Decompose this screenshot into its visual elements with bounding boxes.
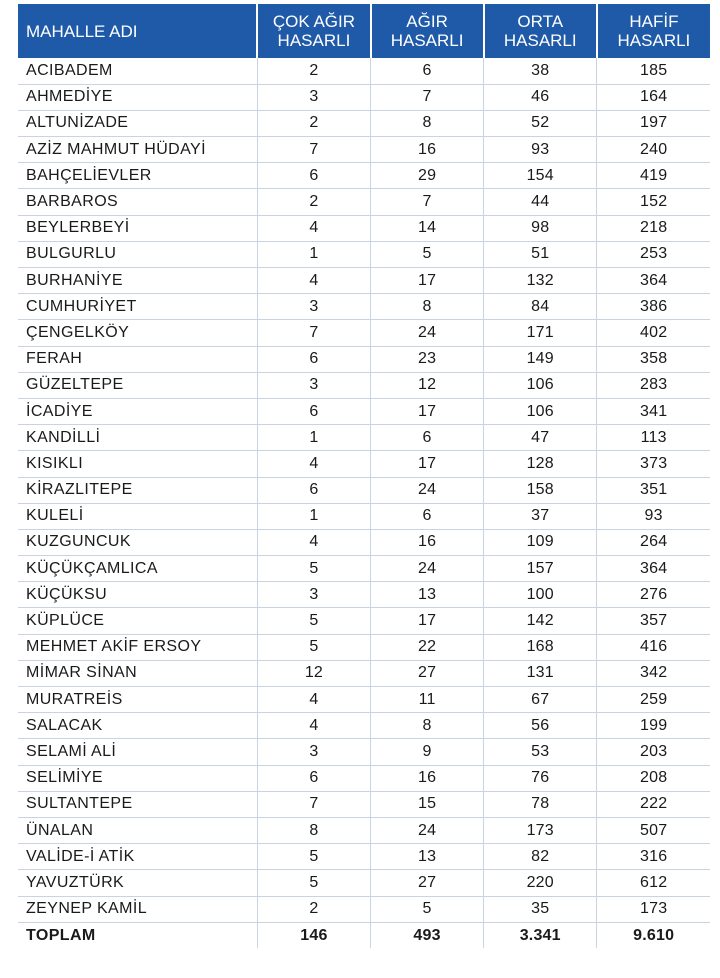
cell-neighborhood-name: BULGURLU: [18, 241, 257, 267]
cell-neighborhood-name: BAHÇELİEVLER: [18, 163, 257, 189]
cell-heavy-damage: 17: [371, 451, 484, 477]
cell-neighborhood-name: ZEYNEP KAMİL: [18, 896, 257, 922]
cell-medium-damage: 142: [484, 608, 597, 634]
cell-medium-damage: 93: [484, 137, 597, 163]
table-row: [18, 215, 710, 241]
cell-medium-damage: 76: [484, 765, 597, 791]
cell-light-damage: 358: [597, 346, 710, 372]
cell-heavy-damage: 14: [371, 215, 484, 241]
cell-light-damage: 364: [597, 268, 710, 294]
cell-neighborhood-name: MİMAR SİNAN: [18, 660, 257, 686]
table-row: [18, 189, 710, 215]
cell-very-heavy-damage: 4: [257, 713, 370, 739]
table-row: [18, 739, 710, 765]
cell-light-damage: 197: [597, 110, 710, 136]
cell-medium-damage: 154: [484, 163, 597, 189]
cell-heavy-damage: 15: [371, 791, 484, 817]
cell-heavy-damage: 7: [371, 189, 484, 215]
cell-neighborhood-name: ÇENGELKÖY: [18, 320, 257, 346]
cell-very-heavy-damage: 6: [257, 765, 370, 791]
cell-heavy-damage: 7: [371, 84, 484, 110]
cell-neighborhood-name: KULELİ: [18, 503, 257, 529]
cell-heavy-damage: 24: [371, 477, 484, 503]
cell-neighborhood-name: BURHANİYE: [18, 268, 257, 294]
cell-light-damage: 507: [597, 817, 710, 843]
cell-medium-damage: 51: [484, 241, 597, 267]
cell-medium-damage: 98: [484, 215, 597, 241]
cell-very-heavy-damage: 7: [257, 791, 370, 817]
cell-light-damage: 276: [597, 582, 710, 608]
table-row: [18, 425, 710, 451]
cell-medium-damage: 128: [484, 451, 597, 477]
cell-very-heavy-damage: 4: [257, 451, 370, 477]
cell-very-heavy-damage: 4: [257, 268, 370, 294]
cell-medium-damage: 56: [484, 713, 597, 739]
cell-heavy-damage: 27: [371, 870, 484, 896]
cell-neighborhood-name: SULTANTEPE: [18, 791, 257, 817]
cell-neighborhood-name: ÜNALAN: [18, 817, 257, 843]
cell-light-damage: 351: [597, 477, 710, 503]
header-medium-damage: ORTA HASARLI: [484, 4, 597, 58]
cell-heavy-damage: 22: [371, 634, 484, 660]
cell-heavy-damage: 8: [371, 713, 484, 739]
cell-neighborhood-name: BARBAROS: [18, 189, 257, 215]
cell-medium-damage: 157: [484, 556, 597, 582]
cell-neighborhood-name: BEYLERBEYİ: [18, 215, 257, 241]
cell-light-damage: 93: [597, 503, 710, 529]
cell-light-damage: 419: [597, 163, 710, 189]
table-row: [18, 817, 710, 843]
cell-neighborhood-name: KISIKLI: [18, 451, 257, 477]
cell-very-heavy-damage: 3: [257, 582, 370, 608]
cell-very-heavy-damage: 4: [257, 215, 370, 241]
cell-heavy-damage: 6: [371, 58, 484, 84]
cell-medium-damage: 37: [484, 503, 597, 529]
cell-very-heavy-damage: 3: [257, 739, 370, 765]
header-light-damage: HAFİF HASARLI: [597, 4, 710, 58]
cell-light-damage: 402: [597, 320, 710, 346]
cell-light-damage: 386: [597, 294, 710, 320]
total-very-heavy-damage: 146: [257, 922, 370, 948]
table-row: [18, 110, 710, 136]
cell-heavy-damage: 17: [371, 268, 484, 294]
cell-heavy-damage: 12: [371, 372, 484, 398]
table-row: [18, 477, 710, 503]
cell-light-damage: 264: [597, 529, 710, 555]
cell-very-heavy-damage: 5: [257, 870, 370, 896]
cell-heavy-damage: 5: [371, 896, 484, 922]
cell-light-damage: 164: [597, 84, 710, 110]
damage-table: [18, 4, 710, 948]
table-row: [18, 870, 710, 896]
total-medium-damage: 3.341: [484, 922, 597, 948]
damage-table-container: [18, 4, 710, 948]
table-row: [18, 372, 710, 398]
cell-medium-damage: 106: [484, 398, 597, 424]
cell-heavy-damage: 17: [371, 398, 484, 424]
cell-heavy-damage: 16: [371, 529, 484, 555]
cell-neighborhood-name: İCADİYE: [18, 398, 257, 424]
table-row: [18, 896, 710, 922]
cell-heavy-damage: 11: [371, 687, 484, 713]
table-row: [18, 451, 710, 477]
table-body: [18, 58, 710, 948]
cell-medium-damage: 67: [484, 687, 597, 713]
cell-very-heavy-damage: 12: [257, 660, 370, 686]
cell-very-heavy-damage: 6: [257, 346, 370, 372]
cell-medium-damage: 149: [484, 346, 597, 372]
cell-very-heavy-damage: 3: [257, 294, 370, 320]
cell-very-heavy-damage: 7: [257, 137, 370, 163]
cell-neighborhood-name: ACIBADEM: [18, 58, 257, 84]
cell-very-heavy-damage: 1: [257, 425, 370, 451]
cell-heavy-damage: 23: [371, 346, 484, 372]
header-row: [18, 4, 710, 58]
cell-neighborhood-name: SELAMİ ALİ: [18, 739, 257, 765]
cell-light-damage: 199: [597, 713, 710, 739]
cell-light-damage: 203: [597, 739, 710, 765]
cell-heavy-damage: 8: [371, 110, 484, 136]
cell-neighborhood-name: KÜÇÜKÇAMLICA: [18, 556, 257, 582]
total-heavy-damage: 493: [371, 922, 484, 948]
cell-light-damage: 218: [597, 215, 710, 241]
cell-medium-damage: 46: [484, 84, 597, 110]
cell-light-damage: 253: [597, 241, 710, 267]
table-row: [18, 844, 710, 870]
table-row: [18, 137, 710, 163]
table-row: [18, 346, 710, 372]
cell-light-damage: 364: [597, 556, 710, 582]
table-row: [18, 268, 710, 294]
cell-neighborhood-name: MURATREİS: [18, 687, 257, 713]
cell-heavy-damage: 16: [371, 137, 484, 163]
cell-heavy-damage: 17: [371, 608, 484, 634]
cell-neighborhood-name: KANDİLLİ: [18, 425, 257, 451]
cell-neighborhood-name: KÜPLÜCE: [18, 608, 257, 634]
table-row: [18, 713, 710, 739]
cell-neighborhood-name: MEHMET AKİF ERSOY: [18, 634, 257, 660]
cell-medium-damage: 78: [484, 791, 597, 817]
cell-light-damage: 342: [597, 660, 710, 686]
cell-heavy-damage: 8: [371, 294, 484, 320]
table-row: [18, 582, 710, 608]
cell-very-heavy-damage: 2: [257, 110, 370, 136]
cell-medium-damage: 131: [484, 660, 597, 686]
cell-heavy-damage: 6: [371, 503, 484, 529]
cell-heavy-damage: 6: [371, 425, 484, 451]
cell-medium-damage: 38: [484, 58, 597, 84]
table-header: [18, 4, 710, 58]
cell-heavy-damage: 24: [371, 320, 484, 346]
cell-medium-damage: 109: [484, 529, 597, 555]
cell-medium-damage: 82: [484, 844, 597, 870]
table-row: [18, 503, 710, 529]
cell-neighborhood-name: KÜÇÜKSU: [18, 582, 257, 608]
header-very-heavy-damage: ÇOK AĞIR HASARLI: [257, 4, 370, 58]
cell-medium-damage: 173: [484, 817, 597, 843]
table-row: [18, 765, 710, 791]
cell-light-damage: 222: [597, 791, 710, 817]
cell-light-damage: 316: [597, 844, 710, 870]
cell-light-damage: 341: [597, 398, 710, 424]
cell-very-heavy-damage: 8: [257, 817, 370, 843]
cell-very-heavy-damage: 5: [257, 634, 370, 660]
cell-neighborhood-name: YAVUZTÜRK: [18, 870, 257, 896]
cell-light-damage: 152: [597, 189, 710, 215]
cell-very-heavy-damage: 4: [257, 529, 370, 555]
cell-neighborhood-name: GÜZELTEPE: [18, 372, 257, 398]
cell-very-heavy-damage: 1: [257, 503, 370, 529]
table-row: [18, 294, 710, 320]
cell-medium-damage: 106: [484, 372, 597, 398]
cell-light-damage: 283: [597, 372, 710, 398]
cell-heavy-damage: 5: [371, 241, 484, 267]
cell-light-damage: 357: [597, 608, 710, 634]
cell-medium-damage: 171: [484, 320, 597, 346]
cell-very-heavy-damage: 6: [257, 163, 370, 189]
cell-light-damage: 259: [597, 687, 710, 713]
cell-light-damage: 173: [597, 896, 710, 922]
cell-very-heavy-damage: 3: [257, 84, 370, 110]
cell-neighborhood-name: KUZGUNCUK: [18, 529, 257, 555]
table-row: [18, 791, 710, 817]
header-heavy-damage: AĞIR HASARLI: [371, 4, 484, 58]
cell-heavy-damage: 13: [371, 844, 484, 870]
cell-neighborhood-name: AZİZ MAHMUT HÜDAYİ: [18, 137, 257, 163]
table-row: [18, 398, 710, 424]
cell-neighborhood-name: VALİDE-İ ATİK: [18, 844, 257, 870]
cell-heavy-damage: 27: [371, 660, 484, 686]
cell-neighborhood-name: SELİMİYE: [18, 765, 257, 791]
cell-neighborhood-name: AHMEDİYE: [18, 84, 257, 110]
cell-very-heavy-damage: 4: [257, 687, 370, 713]
cell-light-damage: 373: [597, 451, 710, 477]
cell-medium-damage: 35: [484, 896, 597, 922]
cell-medium-damage: 168: [484, 634, 597, 660]
cell-medium-damage: 52: [484, 110, 597, 136]
table-row: [18, 84, 710, 110]
table-row: [18, 529, 710, 555]
cell-light-damage: 113: [597, 425, 710, 451]
table-row: [18, 163, 710, 189]
table-row: [18, 556, 710, 582]
table-row: [18, 241, 710, 267]
cell-very-heavy-damage: 6: [257, 477, 370, 503]
cell-neighborhood-name: FERAH: [18, 346, 257, 372]
cell-very-heavy-damage: 5: [257, 844, 370, 870]
table-row: [18, 634, 710, 660]
cell-very-heavy-damage: 6: [257, 398, 370, 424]
cell-medium-damage: 158: [484, 477, 597, 503]
cell-very-heavy-damage: 7: [257, 320, 370, 346]
total-row: [18, 922, 710, 948]
cell-very-heavy-damage: 3: [257, 372, 370, 398]
cell-neighborhood-name: KİRAZLITEPE: [18, 477, 257, 503]
cell-light-damage: 416: [597, 634, 710, 660]
cell-medium-damage: 53: [484, 739, 597, 765]
cell-medium-damage: 44: [484, 189, 597, 215]
table-row: [18, 608, 710, 634]
cell-medium-damage: 100: [484, 582, 597, 608]
cell-light-damage: 208: [597, 765, 710, 791]
cell-heavy-damage: 24: [371, 817, 484, 843]
cell-very-heavy-damage: 1: [257, 241, 370, 267]
cell-very-heavy-damage: 2: [257, 58, 370, 84]
table-row: [18, 320, 710, 346]
table-row: [18, 687, 710, 713]
cell-heavy-damage: 24: [371, 556, 484, 582]
cell-medium-damage: 47: [484, 425, 597, 451]
cell-very-heavy-damage: 5: [257, 556, 370, 582]
cell-medium-damage: 132: [484, 268, 597, 294]
cell-neighborhood-name: CUMHURİYET: [18, 294, 257, 320]
cell-neighborhood-name: SALACAK: [18, 713, 257, 739]
cell-heavy-damage: 16: [371, 765, 484, 791]
cell-light-damage: 240: [597, 137, 710, 163]
cell-light-damage: 612: [597, 870, 710, 896]
cell-medium-damage: 220: [484, 870, 597, 896]
cell-very-heavy-damage: 2: [257, 189, 370, 215]
cell-heavy-damage: 29: [371, 163, 484, 189]
total-light-damage: 9.610: [597, 922, 710, 948]
cell-very-heavy-damage: 5: [257, 608, 370, 634]
table-row: [18, 660, 710, 686]
table-row: [18, 58, 710, 84]
cell-neighborhood-name: ALTUNİZADE: [18, 110, 257, 136]
cell-heavy-damage: 9: [371, 739, 484, 765]
cell-medium-damage: 84: [484, 294, 597, 320]
cell-heavy-damage: 13: [371, 582, 484, 608]
total-neighborhood-name: TOPLAM: [26, 926, 96, 944]
header-neighborhood-name: MAHALLE ADI: [18, 4, 257, 58]
cell-very-heavy-damage: 2: [257, 896, 370, 922]
cell-light-damage: 185: [597, 58, 710, 84]
